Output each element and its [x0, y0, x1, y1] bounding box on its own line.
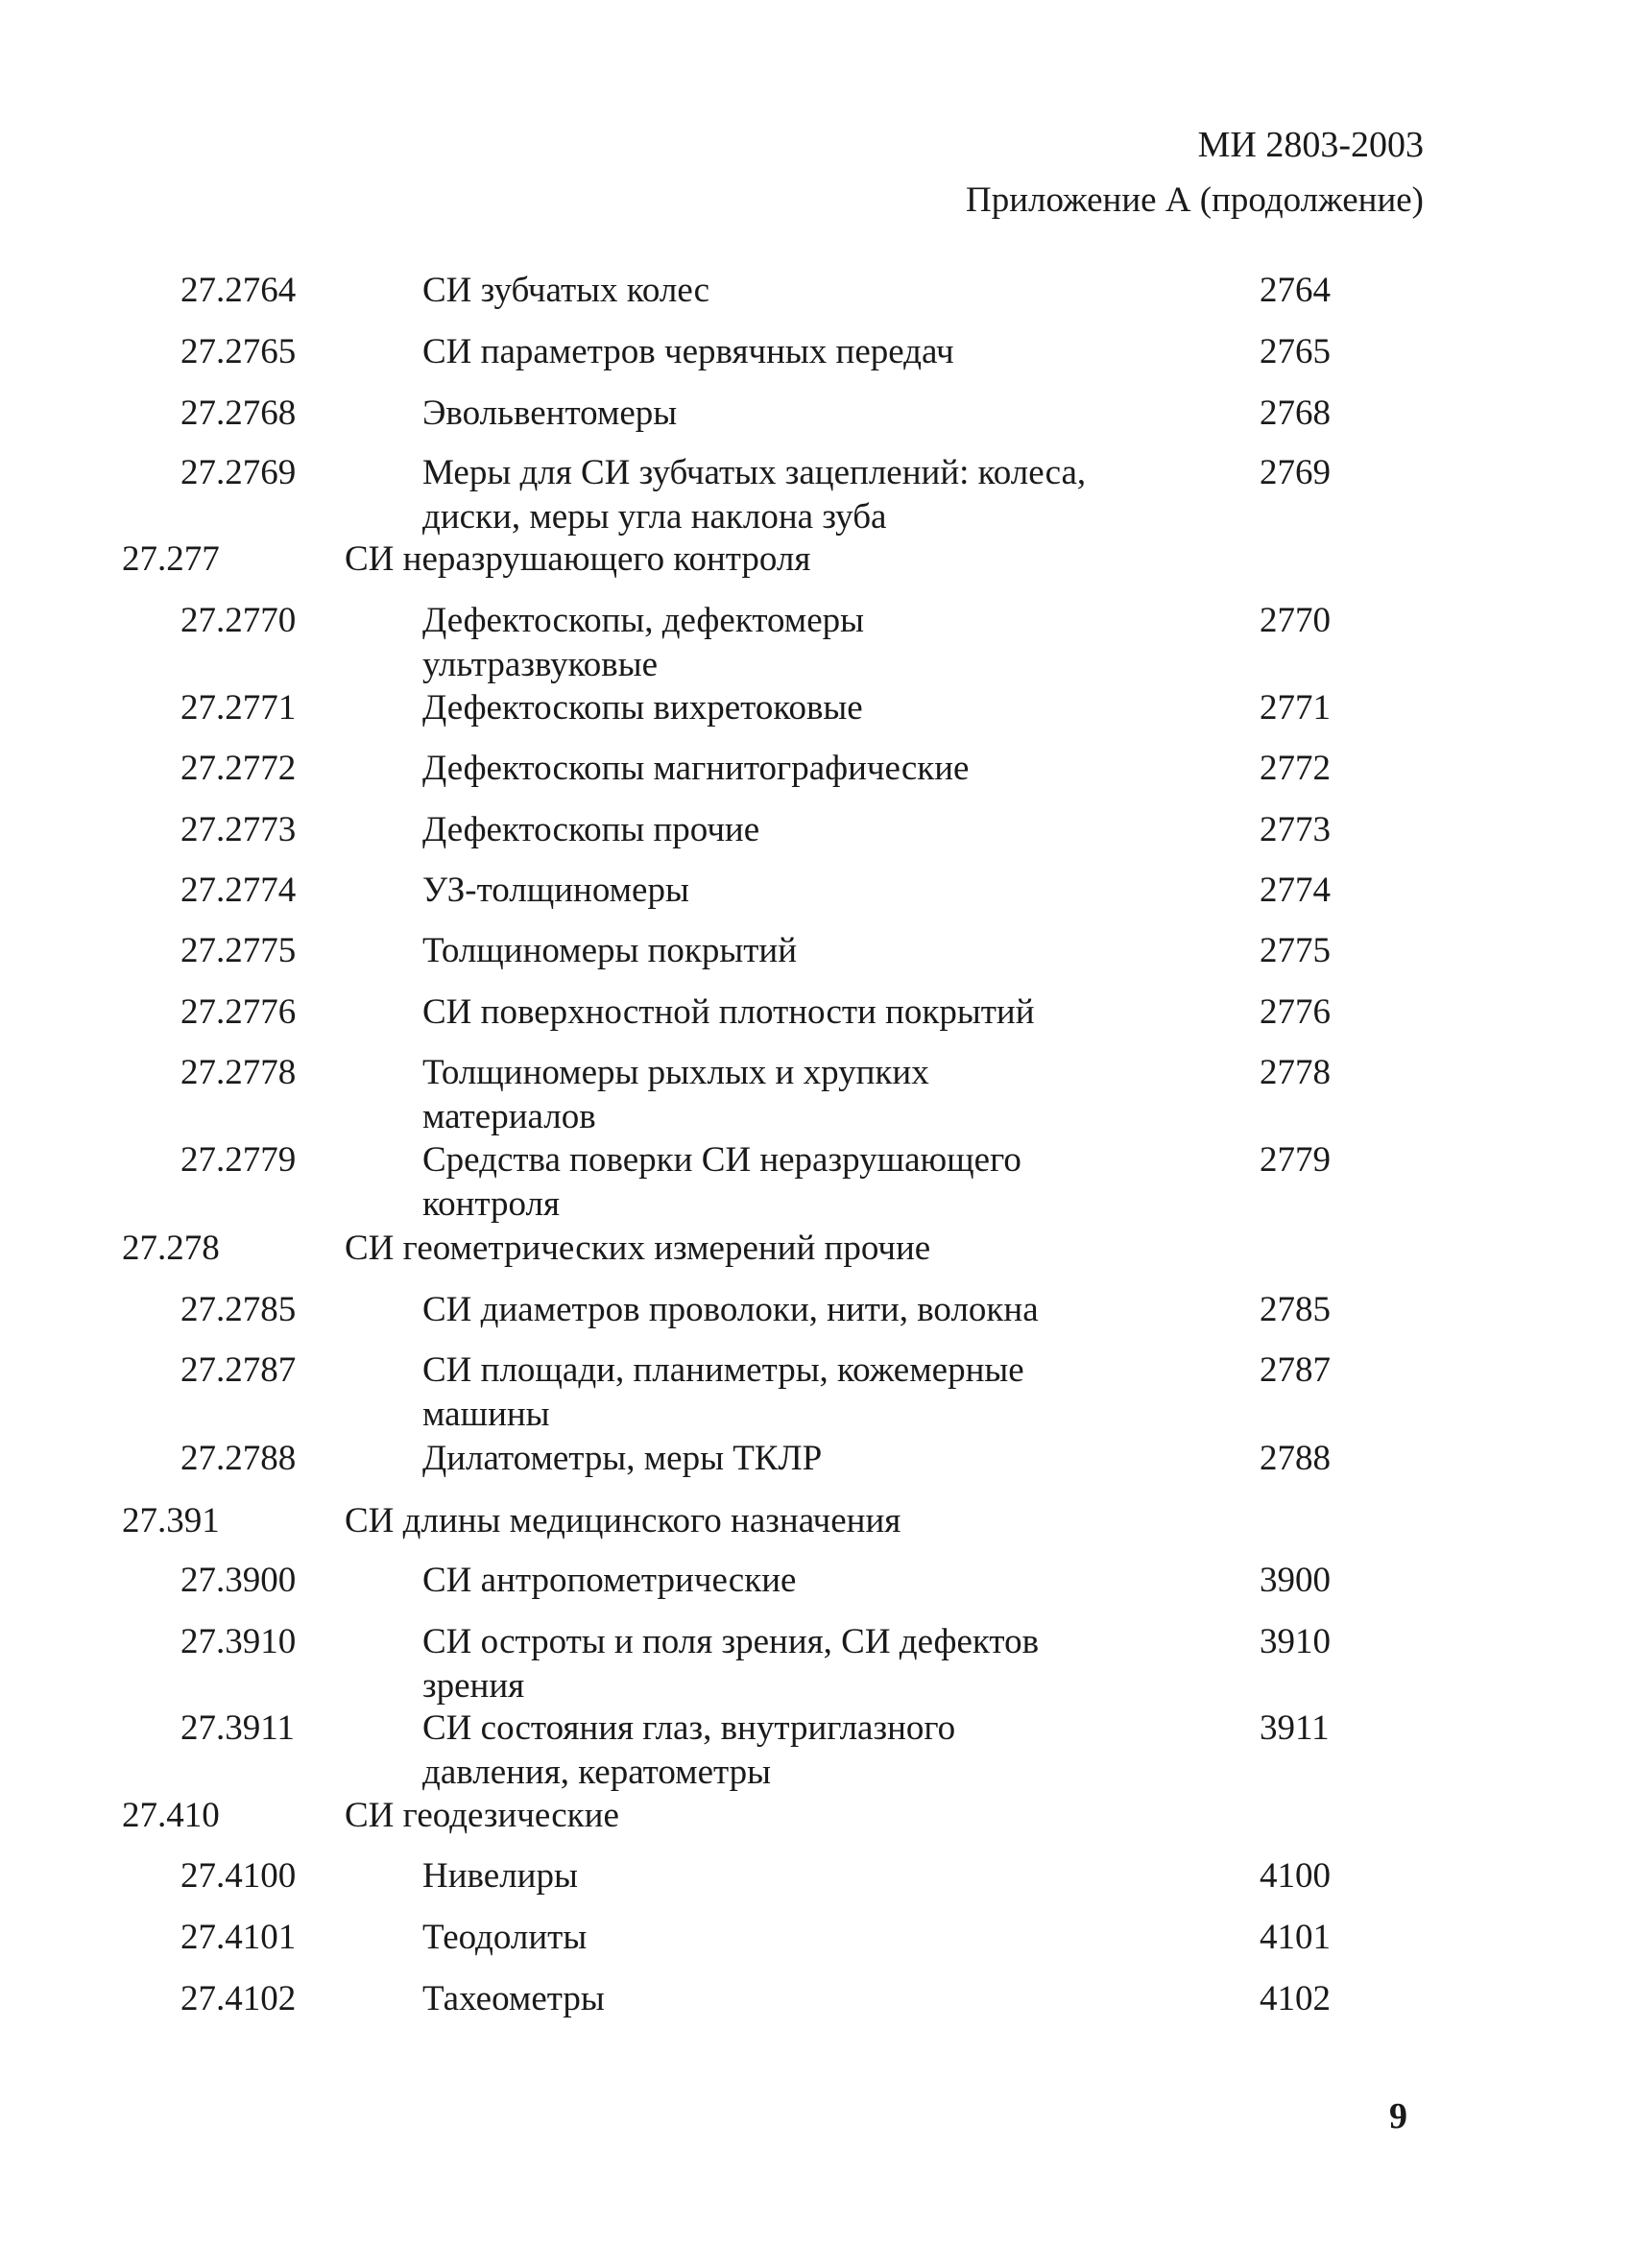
entry-code: 27.2774: [180, 871, 297, 910]
entry-row: [0, 869, 1633, 913]
entry-title-line: Тахеометры: [422, 1979, 605, 2018]
entry-number: 2765: [1260, 332, 1331, 371]
entry-row: [0, 1707, 1633, 1795]
entry-row: [0, 1977, 1633, 2021]
entry-code: 27.4102: [180, 1979, 297, 2018]
entry-code: 27.2768: [180, 394, 297, 433]
entry-code: 27.2779: [180, 1140, 297, 1180]
entry-title-line: УЗ-толщиномеры: [422, 871, 689, 910]
entry-title-line: Дефектоскопы прочие: [422, 810, 760, 849]
entry-title-line: Дефектоскопы магнитографические: [422, 749, 970, 788]
entry-row: [0, 1916, 1633, 1960]
group-row: [0, 1227, 1633, 1271]
group-row: [0, 1499, 1633, 1543]
entry-title-line: СИ зубчатых колес: [422, 271, 710, 310]
entry-code: 27.2773: [180, 810, 297, 849]
entry-title-line: материалов: [422, 1097, 596, 1136]
entry-title-line: СИ параметров червячных передач: [422, 332, 954, 371]
entry-row: [0, 686, 1633, 730]
page-number: 9: [1389, 2096, 1407, 2137]
entry-row: [0, 1854, 1633, 1898]
entry-row: [0, 392, 1633, 436]
entry-title-line: СИ длины медицинского назначения: [345, 1501, 901, 1540]
entry-title-line: СИ геодезические: [345, 1796, 619, 1835]
entry-number: 4101: [1260, 1918, 1331, 1957]
entry-title-line: СИ антропометрические: [422, 1561, 797, 1600]
entry-number: 2768: [1260, 394, 1331, 433]
entry-row: [0, 451, 1633, 539]
entry-title-line: Эвольвентомеры: [422, 394, 678, 433]
entry-number: 2769: [1260, 453, 1331, 492]
entry-title-line: ультразвуковые: [422, 645, 659, 684]
entry-title-line: Толщиномеры рыхлых и хрупких: [422, 1053, 929, 1092]
entry-title-line: Толщиномеры покрытий: [422, 931, 798, 970]
entry-title-line: СИ диаметров проволоки, нити, волокна: [422, 1290, 1039, 1329]
entry-title-line: контроля: [422, 1184, 561, 1224]
entry-row: [0, 1349, 1633, 1437]
entry-code: 27.2769: [180, 453, 297, 492]
entry-number: 2775: [1260, 931, 1331, 970]
entry-number: 2773: [1260, 810, 1331, 849]
appendix-subtitle: Приложение А (продолжение): [965, 180, 1424, 220]
entry-number: 3910: [1260, 1622, 1331, 1661]
entry-number: 3900: [1260, 1561, 1331, 1600]
entry-number: 4100: [1260, 1856, 1331, 1896]
entry-code: 27.4101: [180, 1918, 297, 1957]
entry-number: 2776: [1260, 992, 1331, 1032]
entry-row: [0, 269, 1633, 313]
entry-title-line: СИ состояния глаз, внутриглазного: [422, 1708, 956, 1748]
entry-row: [0, 1051, 1633, 1139]
entry-number: 2788: [1260, 1439, 1331, 1478]
entry-title-line: машины: [422, 1395, 550, 1434]
entry-number: 2770: [1260, 601, 1331, 640]
entry-code: 27.3910: [180, 1622, 297, 1661]
entry-title-line: диски, меры угла наклона зуба: [422, 497, 887, 537]
entry-title-line: Теодолиты: [422, 1918, 588, 1957]
entry-title-line: СИ геометрических измерений прочие: [345, 1229, 931, 1268]
entry-code: 27.2778: [180, 1053, 297, 1092]
entry-title-line: СИ площади, планиметры, кожемерные: [422, 1350, 1024, 1390]
document-code: МИ 2803-2003: [1197, 125, 1424, 165]
entry-number: 2778: [1260, 1053, 1331, 1092]
entry-row: [0, 330, 1633, 374]
entry-code: 27.3900: [180, 1561, 297, 1600]
entry-number: 2779: [1260, 1140, 1331, 1180]
entry-title-line: Меры для СИ зубчатых зацеплений: колеса,: [422, 453, 1087, 492]
entry-row: [0, 1437, 1633, 1481]
entry-number: 2771: [1260, 688, 1331, 728]
entry-row: [0, 991, 1633, 1035]
entry-number: 2785: [1260, 1290, 1331, 1329]
entry-title-line: Дефектоскопы, дефектомеры: [422, 601, 864, 640]
entry-row: [0, 808, 1633, 852]
entry-title-line: Дефектоскопы вихретоковые: [422, 688, 863, 728]
entry-title-line: зрения: [422, 1666, 525, 1706]
entry-row: [0, 599, 1633, 687]
entry-code: 27.4100: [180, 1856, 297, 1896]
entry-code: 27.2772: [180, 749, 297, 788]
entry-row: [0, 1288, 1633, 1332]
entry-code: 27.2776: [180, 992, 297, 1032]
entry-title-line: СИ неразрушающего контроля: [345, 539, 811, 579]
entry-code: 27.2785: [180, 1290, 297, 1329]
entry-title-line: Нивелиры: [422, 1856, 578, 1896]
entry-title-line: давления, кератометры: [422, 1753, 771, 1792]
entry-code: 27.277: [122, 539, 220, 579]
entry-code: 27.2770: [180, 601, 297, 640]
entry-code: 27.391: [122, 1501, 220, 1540]
entry-title-line: СИ поверхностной плотности покрытий: [422, 992, 1035, 1032]
entry-code: 27.3911: [180, 1708, 295, 1748]
entry-number: 2764: [1260, 271, 1331, 310]
entry-number: 2774: [1260, 871, 1331, 910]
entry-code: 27.278: [122, 1229, 220, 1268]
entry-title-line: Дилатометры, меры ТКЛР: [422, 1439, 823, 1478]
group-row: [0, 1794, 1633, 1838]
entry-title-line: Средства поверки СИ неразрушающего: [422, 1140, 1021, 1180]
entry-row: [0, 1620, 1633, 1708]
entry-code: 27.2787: [180, 1350, 297, 1390]
entry-number: 3911: [1260, 1708, 1330, 1748]
entry-code: 27.2788: [180, 1439, 297, 1478]
entry-code: 27.2765: [180, 332, 297, 371]
entry-number: 2787: [1260, 1350, 1331, 1390]
entry-code: 27.2775: [180, 931, 297, 970]
entry-row: [0, 1138, 1633, 1227]
group-row: [0, 537, 1633, 582]
entry-code: 27.2771: [180, 688, 297, 728]
entry-title-line: СИ остроты и поля зрения, СИ дефектов: [422, 1622, 1040, 1661]
entry-code: 27.410: [122, 1796, 220, 1835]
entry-row: [0, 747, 1633, 791]
entry-row: [0, 1559, 1633, 1603]
entry-number: 2772: [1260, 749, 1331, 788]
entry-code: 27.2764: [180, 271, 297, 310]
entry-number: 4102: [1260, 1979, 1331, 2018]
entry-row: [0, 929, 1633, 973]
